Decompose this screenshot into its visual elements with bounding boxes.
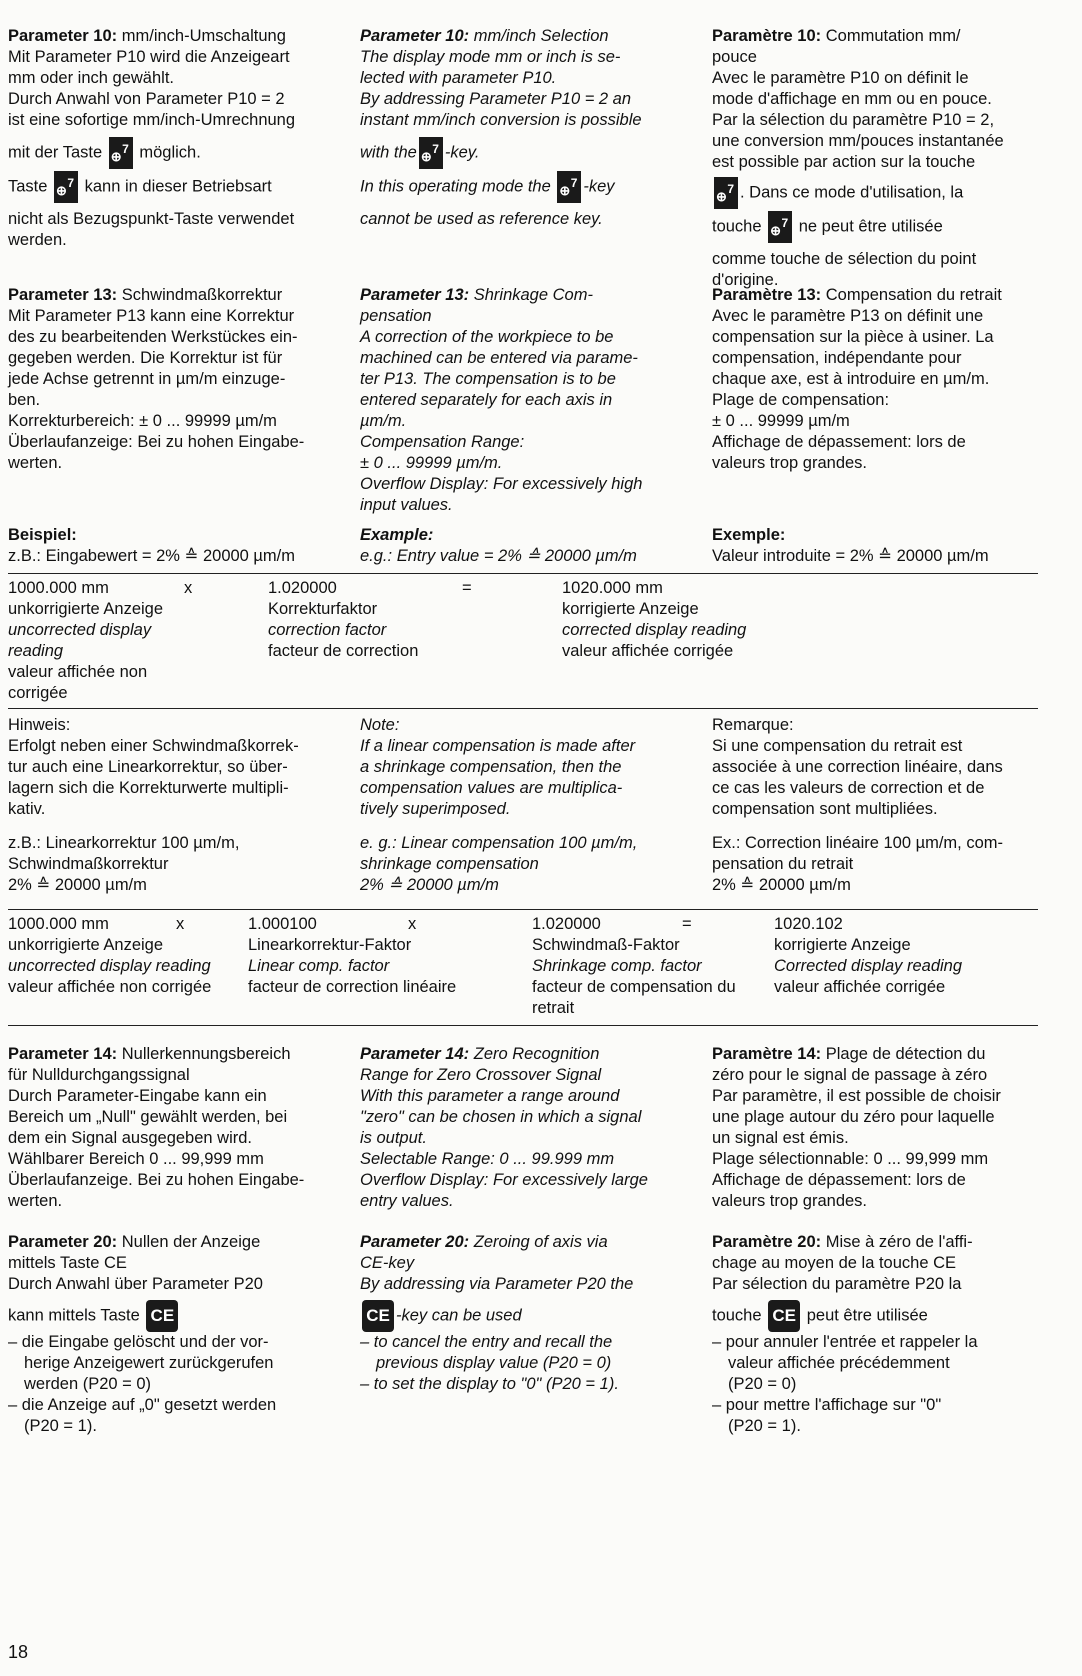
text-line: ist eine sofortige mm/inch-Umrechnung [8, 111, 296, 129]
cell: 1.020000 [268, 579, 337, 597]
p14-fr [712, 1044, 1038, 1224]
text-line: input values. [360, 496, 453, 514]
p14-section [8, 1044, 1038, 1224]
cell: 1000.000 mm [8, 579, 109, 597]
p20-en-heading: Parameter 20: [360, 1233, 470, 1251]
p10-fr-heading: Paramètre 10: [712, 27, 822, 45]
text-line: "zero" can be chosen in which a signal [360, 1108, 642, 1126]
p13-section [8, 285, 1038, 525]
example-fr-line: Valeur introduite = 2% ≙ 20000 µm/m [712, 547, 989, 565]
text-line: ± 0 ... 99999 µm/m. [360, 454, 503, 472]
page-number: 18 [8, 1642, 29, 1662]
text-line: -key [583, 177, 615, 196]
text-line: 2% ≙ 20000 µm/m [712, 876, 851, 894]
text-line: shrinkage compensation [360, 855, 539, 873]
text-line: werten. [8, 1192, 63, 1210]
cell: Schwindmaß-Faktor [532, 936, 680, 954]
example-en-line: e.g.: Entry value = 2% ≙ 20000 µm/m [360, 547, 637, 565]
p13-fr-heading: Paramètre 13: [712, 286, 822, 304]
text-line: für Nulldurchgangssignal [8, 1066, 190, 1084]
text-line: mittels Taste CE [8, 1254, 127, 1272]
p20-section [8, 1232, 1038, 1437]
text-line: In this operating mode the [360, 177, 551, 196]
text-line: Remarque: [712, 716, 794, 734]
text-line: Mit Parameter P13 kann eine Korrektur [8, 307, 295, 325]
cell: uncorrected display reading [8, 957, 211, 975]
text-line: ter P13. The compensation is to be [360, 370, 616, 388]
text-line: If a linear compensation is made after [360, 737, 636, 755]
text-line: z.B.: Linearkorrektur 100 µm/m, [8, 834, 240, 852]
text-line: Avec le paramètre P13 on définit une [712, 307, 984, 325]
text-line: chage au moyen de la touche CE [712, 1254, 956, 1272]
t1-col-factor [268, 578, 546, 704]
cell: Shrinkage comp. factor [532, 957, 702, 975]
cell: facteur de correction [268, 642, 419, 660]
p14-en-heading-rest: Zero Recognition [469, 1045, 600, 1063]
text-line: mit der Taste [8, 143, 103, 162]
cell: Linear comp. factor [248, 957, 390, 975]
text-line: ± 0 ... 99999 µm/m [712, 412, 850, 430]
operator: x [184, 579, 193, 597]
text-line: machined can be entered via parame- [360, 349, 638, 367]
text-line: dem ein Signal ausgegeben wird. [8, 1129, 252, 1147]
p20-en-heading-rest: Zeroing of axis via [469, 1233, 608, 1251]
key-7-icon: 7 ⊕ [557, 171, 581, 203]
operator: = [682, 915, 692, 933]
text-line: ne peut être utilisée [798, 217, 943, 236]
example-fr-heading: Exemple: [712, 526, 786, 544]
text-line: mm oder inch gewählt. [8, 69, 174, 87]
text-line: Selectable Range: 0 ... 99.999 mm [360, 1150, 615, 1168]
key-7-icon: 7 ⊕ [768, 211, 792, 243]
text-line: entry values. [360, 1192, 454, 1210]
text-line: ben. [8, 391, 41, 409]
cell: 1020.000 mm [562, 579, 663, 597]
p14-fr-heading-rest: Plage de détection du [821, 1045, 986, 1063]
cell: Corrected display reading [774, 957, 963, 975]
text-line: ce cas les valeurs de correction et de [712, 779, 985, 797]
text-line: with the [360, 143, 417, 162]
p10-de-heading-rest: mm/inch-Umschaltung [117, 27, 286, 45]
bullet-line: – die Eingabe gelöscht und der vor- [8, 1333, 269, 1351]
text-line: Range for Zero Crossover Signal [360, 1066, 602, 1084]
text-line: Par la sélection du paramètre P10 = 2, [712, 111, 995, 129]
p13-fr-heading-rest: Compensation du retrait [821, 286, 1002, 304]
bullet-line: (P20 = 1). [728, 1417, 801, 1435]
p14-en-heading: Parameter 14: [360, 1045, 470, 1063]
text-line: une conversion mm/pouces instantanée [712, 132, 1004, 150]
text-line: pouce [712, 48, 757, 66]
cell: korrigierte Anzeige [774, 936, 911, 954]
note-en-example [360, 833, 712, 903]
text-line: möglich. [139, 143, 201, 162]
key-7-icon: 7 ⊕ [109, 137, 133, 169]
text-line: lected with parameter P10. [360, 69, 557, 87]
text-line: werten. [8, 454, 63, 472]
cell: corrected display reading [562, 621, 747, 639]
text-line: e. g.: Linear compensation 100 µm/m, [360, 834, 638, 852]
text-line: est possible par action sur la touche [712, 153, 976, 171]
t1-col-uncorrected [8, 578, 184, 704]
text-line: Overflow Display: For excessively large [360, 1171, 648, 1189]
text-line: Si une compensation du retrait est [712, 737, 963, 755]
text-line: associée à une correction linéaire, dans [712, 758, 1003, 776]
text-line: touche [712, 1306, 762, 1325]
note-de-example [8, 833, 360, 903]
example-section [8, 525, 1038, 567]
cell: 1.020000 [532, 915, 601, 933]
text-line: d'origine. [712, 271, 779, 289]
text-line: entered separately for each axis in [360, 391, 613, 409]
cell: Korrekturfaktor [268, 600, 378, 618]
manual-page [8, 26, 1038, 1437]
text-line: a shrinkage compensation, then the [360, 758, 622, 776]
text-line: Affichage de dépassement: lors de [712, 433, 966, 451]
p10-de [8, 26, 360, 291]
text-line: nicht als Bezugspunkt-Taste verwendet [8, 210, 295, 228]
cell: Linearkorrektur-Faktor [248, 936, 412, 954]
text-line: Überlaufanzeige: Bei zu hohen Eingabe- [8, 433, 305, 451]
t2-col-shrinkage [532, 914, 794, 1019]
t2-col-uncorrected [8, 914, 270, 1019]
text-line: des zu bearbeitenden Werkstückes ein- [8, 328, 298, 346]
cell: 1000.000 mm [8, 915, 109, 933]
text-line: mode d'affichage en mm ou en pouce. [712, 90, 992, 108]
text-line: Overflow Display: For excessively high [360, 475, 643, 493]
cell: valeur affichée corrigée [562, 642, 734, 660]
note-fr-example [712, 833, 1038, 903]
note-section [8, 715, 1038, 833]
p20-de [8, 1232, 360, 1437]
p10-fr-heading-rest: Commutation mm/ [821, 27, 961, 45]
key-7-icon: 7 ⊕ [714, 177, 738, 209]
text-line: cannot be used as reference key. [360, 210, 603, 228]
p10-fr [712, 26, 1038, 291]
p14-de-heading: Parameter 14: [8, 1045, 118, 1063]
p14-fr-heading: Paramètre 14: [712, 1045, 822, 1063]
example-de-heading: Beispiel: [8, 526, 77, 544]
text-line: gegeben werden. Die Korrektur ist für [8, 349, 283, 367]
p20-fr [712, 1232, 1038, 1437]
p13-en [360, 285, 712, 525]
p13-en-heading-rest: Shrinkage Com- [469, 286, 593, 304]
cell: valeur affichée non corrigée [8, 663, 148, 702]
cell: unkorrigierte Anzeige [8, 936, 164, 954]
bullet-line: – pour annuler l'entrée et rappeler la [712, 1333, 978, 1351]
bullet-line: – to set the display to "0" (P20 = 1). [360, 1375, 619, 1393]
p13-fr-body [712, 306, 1030, 474]
p10-section [8, 26, 1038, 289]
p10-en-heading-rest: mm/inch Selection [469, 27, 609, 45]
text-line: Plage sélectionnable: 0 ... 99,999 mm [712, 1150, 989, 1168]
text-line: A correction of the workpiece to be [360, 328, 614, 346]
text-line: pensation [360, 307, 432, 325]
text-line: Avec le paramètre P10 on définit le [712, 69, 969, 87]
key-7-icon: 7 ⊕ [419, 137, 443, 169]
example-en-heading: Example: [360, 526, 434, 544]
example-de-line: z.B.: Eingabewert = 2% ≙ 20000 µm/m [8, 547, 296, 565]
text-line: Bereich um „Null" gewählt werden, bei [8, 1108, 288, 1126]
p10-de-heading: Parameter 10: [8, 27, 118, 45]
text-line: werden. [8, 231, 67, 249]
text-line: 2% ≙ 20000 µm/m [360, 876, 499, 894]
bullet-line: – pour mettre l'affichage sur "0" [712, 1396, 942, 1414]
p20-de-heading: Parameter 20: [8, 1233, 118, 1251]
text-line: kativ. [8, 800, 46, 818]
text-line: pensation du retrait [712, 855, 854, 873]
p10-en-heading: Parameter 10: [360, 27, 470, 45]
cell: valeur affichée corrigée [774, 978, 946, 996]
cell: 1020.102 [774, 915, 843, 933]
note-example-section [8, 833, 1038, 903]
text-line: 2% ≙ 20000 µm/m [8, 876, 147, 894]
text-line: Wählbarer Bereich 0 ... 99,999 mm [8, 1150, 264, 1168]
text-line: Par paramètre, il est possible de choisir [712, 1087, 1001, 1105]
p13-fr [712, 285, 1038, 525]
text-line: With this parameter a range around [360, 1087, 620, 1105]
text-line: Durch Anwahl von Parameter P10 = 2 [8, 90, 285, 108]
t1-op-multiply [184, 578, 268, 704]
text-line: chaque axe, est à introduire en µm/m. [712, 370, 990, 388]
text-line: Plage de compensation: [712, 391, 890, 409]
text-line: compensation sont multipliées. [712, 800, 938, 818]
text-line: peut être utilisée [806, 1306, 928, 1325]
cell: korrigierte Anzeige [562, 600, 699, 618]
ce-key-icon: CE [768, 1300, 800, 1332]
t2-col-linear [248, 914, 532, 1019]
bullet-line: valeur affichée précédemment [728, 1354, 950, 1372]
operator: x [408, 915, 417, 933]
text-line: compensation sur la pièce à usiner. La [712, 328, 994, 346]
text-line: instant mm/inch conversion is possible [360, 111, 642, 129]
text-line: un signal est émis. [712, 1129, 849, 1147]
p13-en-body [360, 306, 704, 516]
p20-en [360, 1232, 712, 1437]
bullet-line: (P20 = 0) [728, 1375, 797, 1393]
text-line: Schwindmaßkorrektur [8, 855, 169, 873]
text-line: Hinweis: [8, 716, 71, 734]
text-line: The display mode mm or inch is se- [360, 48, 621, 66]
text-line: compensation, indépendante pour [712, 349, 962, 367]
p10-en [360, 26, 712, 291]
cell: correction factor [268, 621, 387, 639]
text-line: Note: [360, 716, 400, 734]
p13-de-heading: Parameter 13: [8, 286, 118, 304]
bullet-line: previous display value (P20 = 0) [376, 1354, 612, 1372]
ce-key-icon: CE [146, 1300, 178, 1332]
text-line: touche [712, 217, 762, 236]
text-line: Par sélection du paramètre P20 la [712, 1275, 962, 1293]
text-line: kann mittels Taste [8, 1306, 140, 1325]
note-en [360, 715, 712, 833]
p14-de [8, 1044, 360, 1224]
operator: x [176, 915, 185, 933]
note-fr [712, 715, 1038, 833]
text-line: -key. [444, 143, 480, 162]
text-line: Durch Parameter-Eingabe kann ein [8, 1087, 267, 1105]
text-line: compensation values are multiplica- [360, 779, 623, 797]
cell: valeur affichée non corrigée [8, 978, 212, 996]
text-line: CE-key [360, 1254, 415, 1272]
calc-table-1 [8, 573, 1038, 709]
text-line: tur auch eine Linearkorrektur, so über- [8, 758, 288, 776]
cell: facteur de correction linéaire [248, 978, 457, 996]
p14-en [360, 1044, 712, 1224]
cell: retrait [532, 999, 575, 1017]
text-line: . Dans ce mode d'utilisation, la [740, 183, 964, 202]
text-line: Erfolgt neben einer Schwindmaßkorrek- [8, 737, 299, 755]
p20-de-heading-rest: Nullen der Anzeige [117, 1233, 261, 1251]
p13-en-heading: Parameter 13: [360, 286, 470, 304]
text-line: Ex.: Correction linéaire 100 µm/m, com- [712, 834, 1004, 852]
bullet-line: – to cancel the entry and recall the [360, 1333, 613, 1351]
text-line: Compensation Range: [360, 433, 525, 451]
text-line: une plage autour du zéro pour laquelle [712, 1108, 995, 1126]
p20-fr-heading-rest: Mise à zéro de l'affi- [821, 1233, 973, 1251]
cell: 1.000100 [248, 915, 317, 933]
text-line: valeurs trop grandes. [712, 454, 868, 472]
bullet-line: – die Anzeige auf „0" gesetzt werden [8, 1396, 277, 1414]
text-line: By addressing via Parameter P20 the [360, 1275, 634, 1293]
text-line: Affichage de dépassement: lors de [712, 1171, 966, 1189]
bullet-line: (P20 = 1). [24, 1417, 97, 1435]
operator: = [462, 579, 472, 597]
text-line: comme touche de sélection du point [712, 250, 977, 268]
text-line: jede Achse getrennt in µm/m einzuge- [8, 370, 286, 388]
text-line: Korrekturbereich: ± 0 ... 99999 µm/m [8, 412, 277, 430]
text-line: -key can be used [396, 1306, 522, 1325]
text-line: tively superimposed. [360, 800, 511, 818]
text-line: kann in dieser Betriebsart [84, 177, 272, 196]
text-line: Taste [8, 177, 48, 196]
text-line: Durch Anwahl über Parameter P20 [8, 1275, 263, 1293]
p13-de-body [8, 306, 352, 474]
text-line: valeurs trop grandes. [712, 1192, 868, 1210]
cell: uncorrected display reading [8, 621, 152, 660]
ce-key-icon: CE [362, 1300, 394, 1332]
note-de [8, 715, 360, 833]
p13-de [8, 285, 360, 525]
calc-table-2 [8, 909, 1038, 1026]
t2-col-corrected [774, 914, 1038, 1019]
p13-de-heading-rest: Schwindmaßkorrektur [117, 286, 283, 304]
text-line: is output. [360, 1129, 427, 1147]
text-line: Überlaufanzeige. Bei zu hohen Eingabe- [8, 1171, 305, 1189]
bullet-line: herige Anzeigewert zurückgerufen [24, 1354, 274, 1372]
cell: facteur de compensation du [532, 978, 736, 996]
p14-de-heading-rest: Nullerkennungsbereich [117, 1045, 291, 1063]
cell: unkorrigierte Anzeige [8, 600, 164, 618]
text-line: lagern sich die Korrekturwerte multipli- [8, 779, 289, 797]
text-line: Mit Parameter P10 wird die Anzeigeart [8, 48, 290, 66]
text-line: By addressing Parameter P10 = 2 an [360, 90, 632, 108]
p20-fr-heading: Paramètre 20: [712, 1233, 822, 1251]
bullet-line: werden (P20 = 0) [24, 1375, 152, 1393]
t1-col-corrected [462, 578, 792, 704]
key-7-icon: 7 ⊕ [54, 171, 78, 203]
text-line: zéro pour le signal de passage à zéro [712, 1066, 988, 1084]
text-line: µm/m. [360, 412, 407, 430]
